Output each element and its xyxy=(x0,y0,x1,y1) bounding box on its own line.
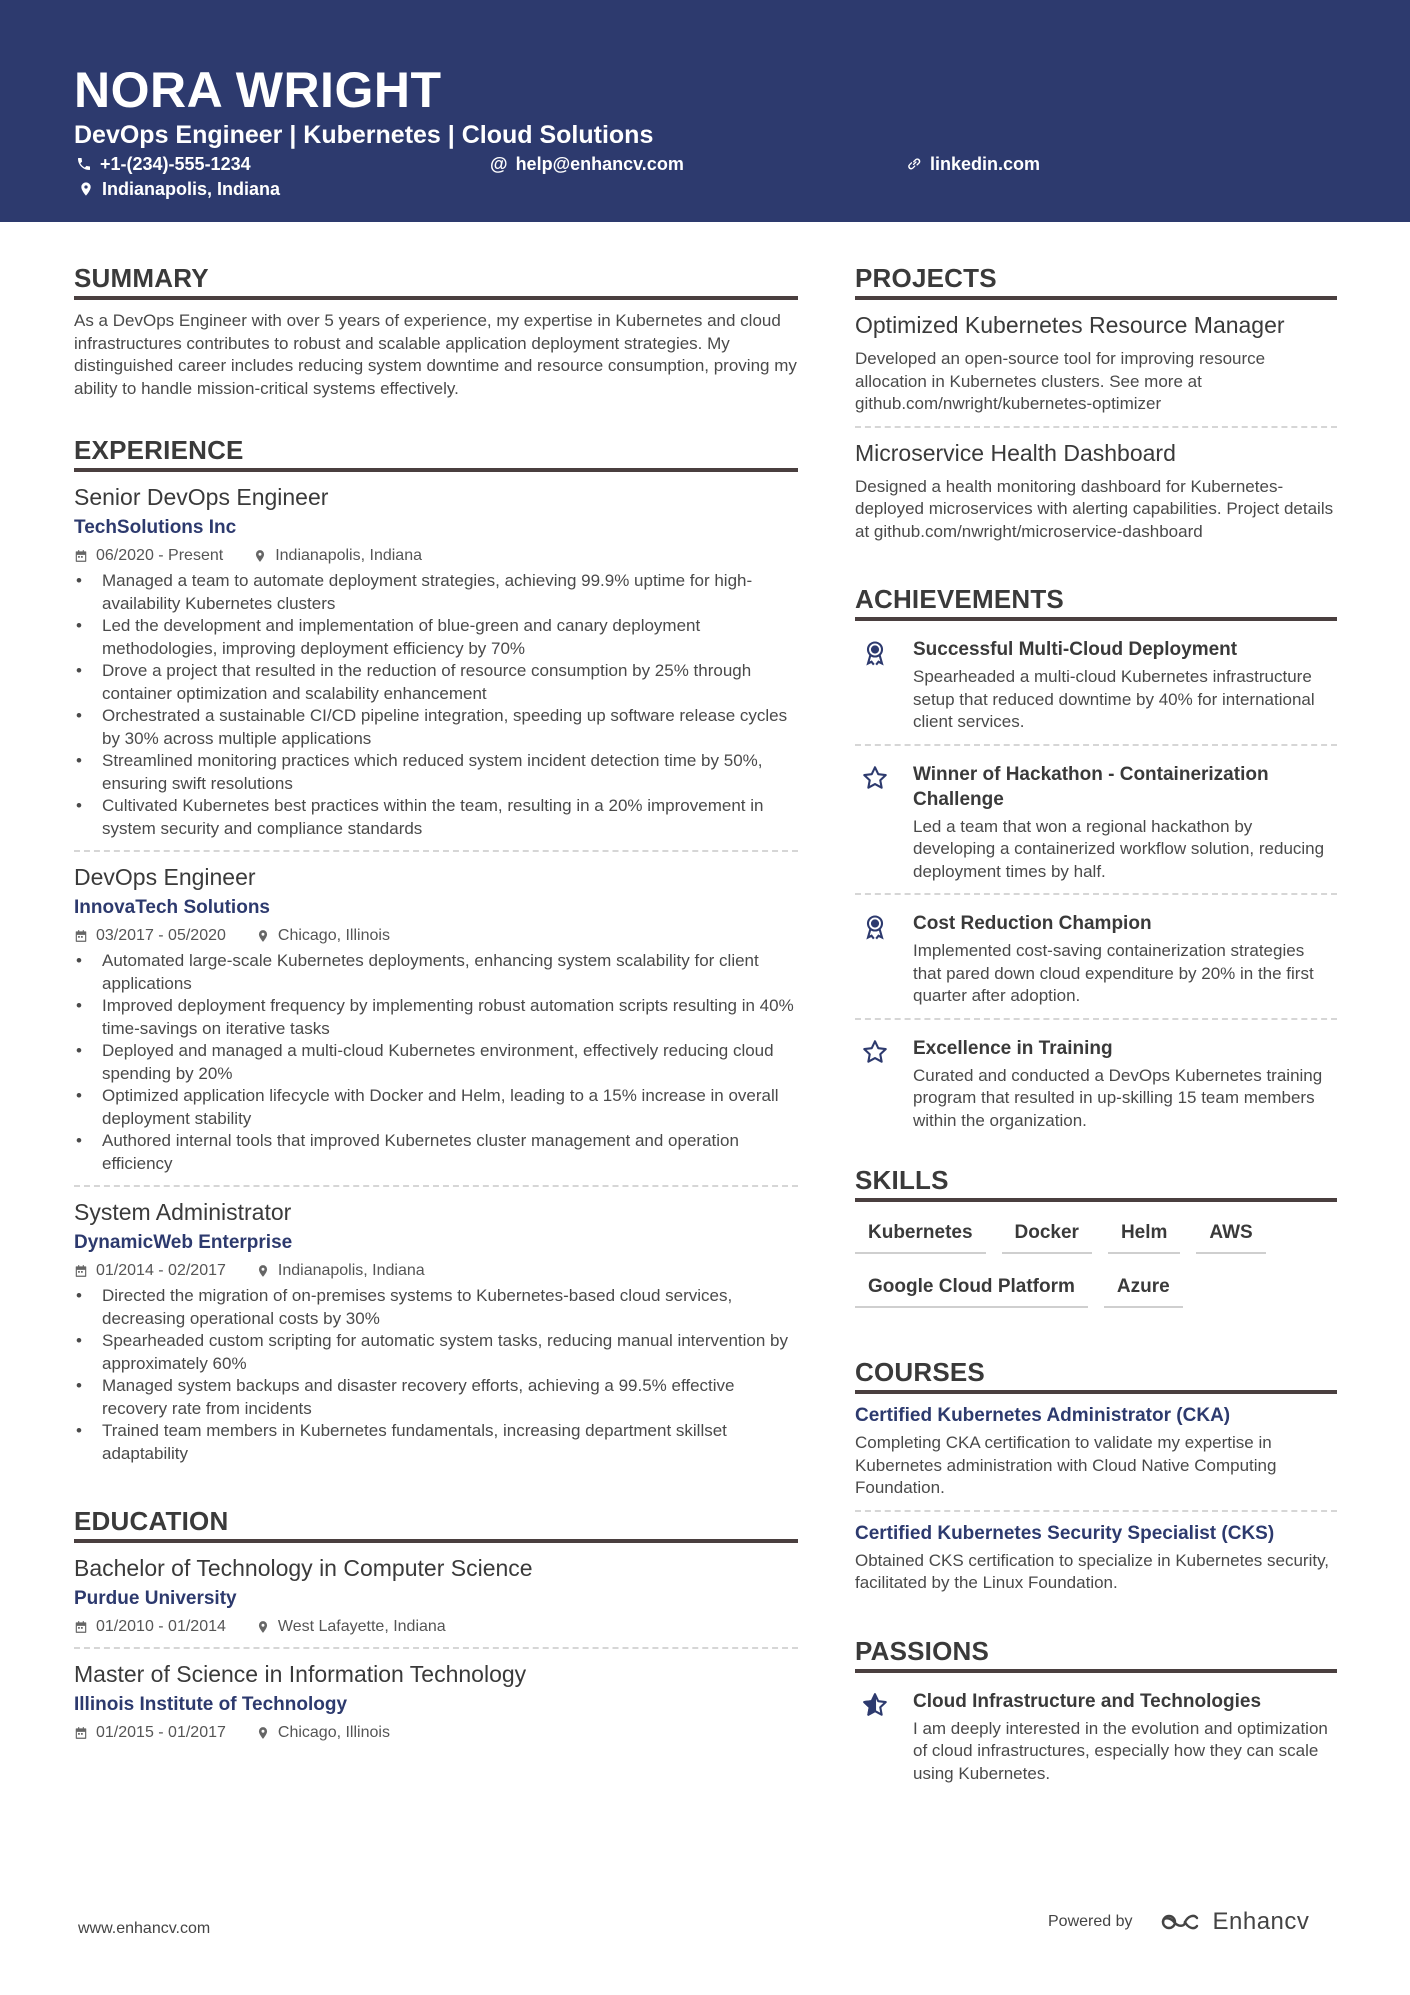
brand-logo[interactable] xyxy=(1159,1908,1310,1936)
bullet-item: • Authored internal tools that improved Kubernetes cluster management and operation efficiency xyxy=(74,1130,798,1175)
education-entry xyxy=(74,1659,798,1753)
location-pin-icon xyxy=(256,1264,270,1278)
achievement-title: Excellence in Training xyxy=(913,1037,1113,1059)
location-contact xyxy=(78,178,280,200)
passions-section xyxy=(855,1635,1337,1796)
achievement-desc: Curated and conducted a DevOps Kubernetes training program that resulted in up-skilling 15 team members within the organization. xyxy=(913,1065,1323,1130)
phone-contact[interactable] xyxy=(76,153,251,175)
achievement-title: Successful Multi-Cloud Deployment xyxy=(913,639,1238,660)
calendar-icon xyxy=(74,1264,88,1278)
education-location xyxy=(256,1617,446,1637)
achievement-item xyxy=(855,756,1337,896)
calendar-icon xyxy=(74,929,88,943)
right-column xyxy=(855,262,1337,1805)
left-column xyxy=(74,262,798,1763)
calendar-icon xyxy=(74,1726,88,1740)
achievement-item xyxy=(855,631,1337,746)
achievement-title: Cost Reduction Champion xyxy=(913,913,1152,934)
job-title: System Administrator xyxy=(74,1199,292,1225)
skill-tag: Google Cloud Platform xyxy=(855,1272,1088,1308)
job-title: Senior DevOps Engineer xyxy=(74,484,329,510)
summary-title: SUMMARY xyxy=(74,262,798,300)
school-name: Purdue University xyxy=(74,1588,237,1609)
award-icon xyxy=(855,637,895,734)
job-location xyxy=(256,926,390,946)
resume-header xyxy=(0,0,1410,222)
job-meta xyxy=(74,546,798,566)
courses-section xyxy=(855,1356,1337,1605)
passion-item xyxy=(855,1683,1337,1796)
experience-section xyxy=(74,434,798,1475)
courses-title: COURSES xyxy=(855,1356,1337,1394)
school-name: Illinois Institute of Technology xyxy=(74,1694,348,1715)
bullet-item: • Managed a team to automate deployment strategies, achieving 99.9% uptime for high-availability Kubernetes clusters xyxy=(74,570,798,615)
bullet-item: • Drove a project that resulted in the reduction of resource consumption by 25% through container optimization and scalability enhancement xyxy=(74,660,798,705)
skill-tag: Helm xyxy=(1108,1218,1180,1254)
job-bullets xyxy=(74,1285,798,1465)
course-title: Certified Kubernetes Administrator (CKA) xyxy=(855,1405,1231,1426)
projects-section xyxy=(855,262,1337,553)
education-section xyxy=(74,1505,798,1753)
job-location-text: Indianapolis, Indiana xyxy=(275,547,422,564)
powered-by-text: Powered by xyxy=(1048,1913,1133,1930)
enhancv-logo-icon xyxy=(1159,1910,1205,1934)
skill-tag: Docker xyxy=(1002,1218,1092,1254)
linkedin-text: linkedin.com xyxy=(930,154,1041,174)
job-dates: 01/2014 - 02/2017 xyxy=(96,1262,226,1279)
star-icon xyxy=(855,1036,895,1133)
company-name: TechSolutions Inc xyxy=(74,517,237,538)
star-icon xyxy=(855,762,895,884)
passion-desc: I am deeply interested in the evolution and optimization of cloud infrastructures, especially how they can scale using Kubernetes. xyxy=(913,1718,1328,1783)
location-pin-icon xyxy=(256,1620,270,1634)
bullet-item: • Managed system backups and disaster recovery efforts, achieving a 99.5% effective recovery rate from incidents xyxy=(74,1375,798,1420)
bullet-item: • Cultivated Kubernetes best practices within the team, resulting in a 20% improvement in system security and compliance standards xyxy=(74,795,798,840)
education-location xyxy=(256,1723,390,1743)
education-title: EDUCATION xyxy=(74,1505,798,1543)
bullet-item: • Automated large-scale Kubernetes deployments, enhancing system scalability for client applications xyxy=(74,950,798,995)
bullet-item: • Led the development and implementation of blue-green and canary deployment methodologies, improving deployment efficiency by 70% xyxy=(74,615,798,660)
passions-title: PASSIONS xyxy=(855,1635,1337,1673)
project-desc: Designed a health monitoring dashboard for Kubernetes-deployed microservices with alerting capabilities. Project details at github.com/nwright/microservice-dashboard xyxy=(855,476,1334,541)
experience-title: EXPERIENCE xyxy=(74,434,798,472)
job-meta xyxy=(74,926,798,946)
skills-title: SKILLS xyxy=(855,1164,1337,1202)
job-location xyxy=(253,546,422,566)
candidate-name: NORA WRIGHT xyxy=(74,62,442,118)
link-icon xyxy=(906,156,922,172)
job-location xyxy=(256,1261,425,1281)
skills-list xyxy=(855,1212,1337,1308)
job-bullets xyxy=(74,570,798,840)
project-title: Microservice Health Dashboard xyxy=(855,439,1176,466)
course-entry xyxy=(855,1404,1337,1512)
half-star-icon xyxy=(855,1689,895,1786)
location-text: Indianapolis, Indiana xyxy=(102,179,281,199)
job-meta xyxy=(74,1261,798,1281)
phone-text: +1-(234)-555-1234 xyxy=(100,154,251,174)
job-bullets xyxy=(74,950,798,1175)
job-title: DevOps Engineer xyxy=(74,864,256,890)
degree-title: Master of Science in Information Technology xyxy=(74,1661,527,1687)
experience-entry xyxy=(74,862,798,1187)
course-title: Certified Kubernetes Security Specialist (CKS) xyxy=(855,1522,1275,1544)
bullet-item: • Improved deployment frequency by implementing robust automation scripts resulting in 40% time-savings on iterative tasks xyxy=(74,995,798,1040)
location-pin-icon xyxy=(253,549,267,563)
bullet-item: • Spearheaded custom scripting for automatic system tasks, reducing manual intervention by approximately 60% xyxy=(74,1330,798,1375)
achievement-desc: Implemented cost-saving containerization strategies that pared down cloud expenditure by 20% in the first quarter after adoption. xyxy=(913,941,1314,1005)
bullet-item: • Streamlined monitoring practices which reduced system incident detection time by 50%, ensuring swift resolutions xyxy=(74,750,798,795)
course-desc: Completing CKA certification to validate my expertise in Kubernetes administration with Cloud Native Computing Foundation. xyxy=(855,1433,1277,1497)
job-dates: 06/2020 - Present xyxy=(96,547,224,564)
project-entry xyxy=(855,310,1337,428)
brand-name: Enhancv xyxy=(1212,1908,1310,1935)
experience-entry xyxy=(74,1197,798,1475)
location-pin-icon xyxy=(256,929,270,943)
education-meta xyxy=(74,1723,798,1743)
achievement-desc: Led a team that won a regional hackathon by developing a containerized workflow solution, reducing deployment times by half. xyxy=(913,816,1325,881)
footer-website[interactable]: www.enhancv.com xyxy=(78,1920,211,1937)
footer-branding xyxy=(1048,1908,1309,1936)
experience-entry xyxy=(74,482,798,852)
education-entry xyxy=(74,1553,798,1649)
achievements-title: ACHIEVEMENTS xyxy=(855,583,1337,621)
bullet-item: • Optimized application lifecycle with Docker and Helm, leading to a 15% increase in overall deployment stability xyxy=(74,1085,798,1130)
project-entry xyxy=(855,438,1337,554)
job-location-text: Chicago, Illinois xyxy=(277,927,390,944)
education-location-text: Chicago, Illinois xyxy=(277,1724,390,1741)
location-pin-icon xyxy=(256,1726,270,1740)
project-desc: Developed an open-source tool for improving resource allocation in Kubernetes clusters. See more at github.com/nwright/kubernetes-optimizer xyxy=(855,349,1266,413)
project-title: Optimized Kubernetes Resource Manager xyxy=(855,312,1285,338)
calendar-icon xyxy=(74,1620,88,1634)
bullet-item: • Directed the migration of on-premises systems to Kubernetes-based cloud services, decreasing operational costs by 30% xyxy=(74,1285,798,1330)
course-desc: Obtained CKS certification to specialize in Kubernetes security, facilitated by the Linux Foundation. xyxy=(855,1550,1330,1592)
education-meta xyxy=(74,1617,798,1637)
education-dates: 01/2010 - 01/2014 xyxy=(96,1618,226,1635)
achievement-item xyxy=(855,905,1337,1020)
skill-tag: AWS xyxy=(1196,1218,1265,1254)
skill-tag: Kubernetes xyxy=(855,1218,986,1254)
location-pin-icon xyxy=(78,181,94,197)
achievement-item xyxy=(855,1030,1337,1143)
course-entry xyxy=(855,1522,1337,1605)
company-name: DynamicWeb Enterprise xyxy=(74,1232,293,1253)
headline: DevOps Engineer | Kubernetes | Cloud Solutions xyxy=(74,121,654,149)
education-location-text: West Lafayette, Indiana xyxy=(277,1618,446,1635)
phone-icon xyxy=(76,156,92,172)
bullet-item: • Trained team members in Kubernetes fundamentals, increasing department skillset adaptability xyxy=(74,1420,798,1465)
email-text: help@enhancv.com xyxy=(515,154,684,174)
skill-tag: Azure xyxy=(1104,1272,1183,1308)
bullet-item: • Deployed and managed a multi-cloud Kubernetes environment, effectively reducing cloud spending by 20% xyxy=(74,1040,798,1085)
degree-title: Bachelor of Technology in Computer Science xyxy=(74,1555,533,1581)
education-dates: 01/2015 - 01/2017 xyxy=(96,1724,226,1741)
summary-section xyxy=(74,262,798,400)
linkedin-contact[interactable] xyxy=(906,153,1040,175)
skills-section xyxy=(855,1164,1337,1308)
summary-text: As a DevOps Engineer with over 5 years of experience, my expertise in Kubernetes and cloud infrastructures contributes to robust and scalable application deployment strategies. My distinguished career includes reducing system downtime and resource consumption, proving my ability to handle mission-critical systems effectively. xyxy=(74,311,797,398)
achievement-desc: Spearheaded a multi-cloud Kubernetes infrastructure setup that reduced downtime by 40% for international client services. xyxy=(913,667,1315,731)
job-location-text: Indianapolis, Indiana xyxy=(277,1262,425,1279)
calendar-icon xyxy=(74,549,88,563)
email-contact[interactable] xyxy=(490,153,684,175)
achievement-title: Winner of Hackathon - Containerization Challenge xyxy=(913,763,1269,810)
projects-title: PROJECTS xyxy=(855,262,1337,300)
company-name: InnovaTech Solutions xyxy=(74,897,270,918)
job-dates: 03/2017 - 05/2020 xyxy=(96,927,226,944)
achievements-section xyxy=(855,583,1337,1142)
bullet-item: • Orchestrated a sustainable CI/CD pipeline integration, speeding up software release cycles by 30% across multiple applications xyxy=(74,705,798,750)
passion-title: Cloud Infrastructure and Technologies xyxy=(913,1690,1262,1712)
at-icon: @ xyxy=(490,154,508,174)
award-icon xyxy=(855,911,895,1008)
